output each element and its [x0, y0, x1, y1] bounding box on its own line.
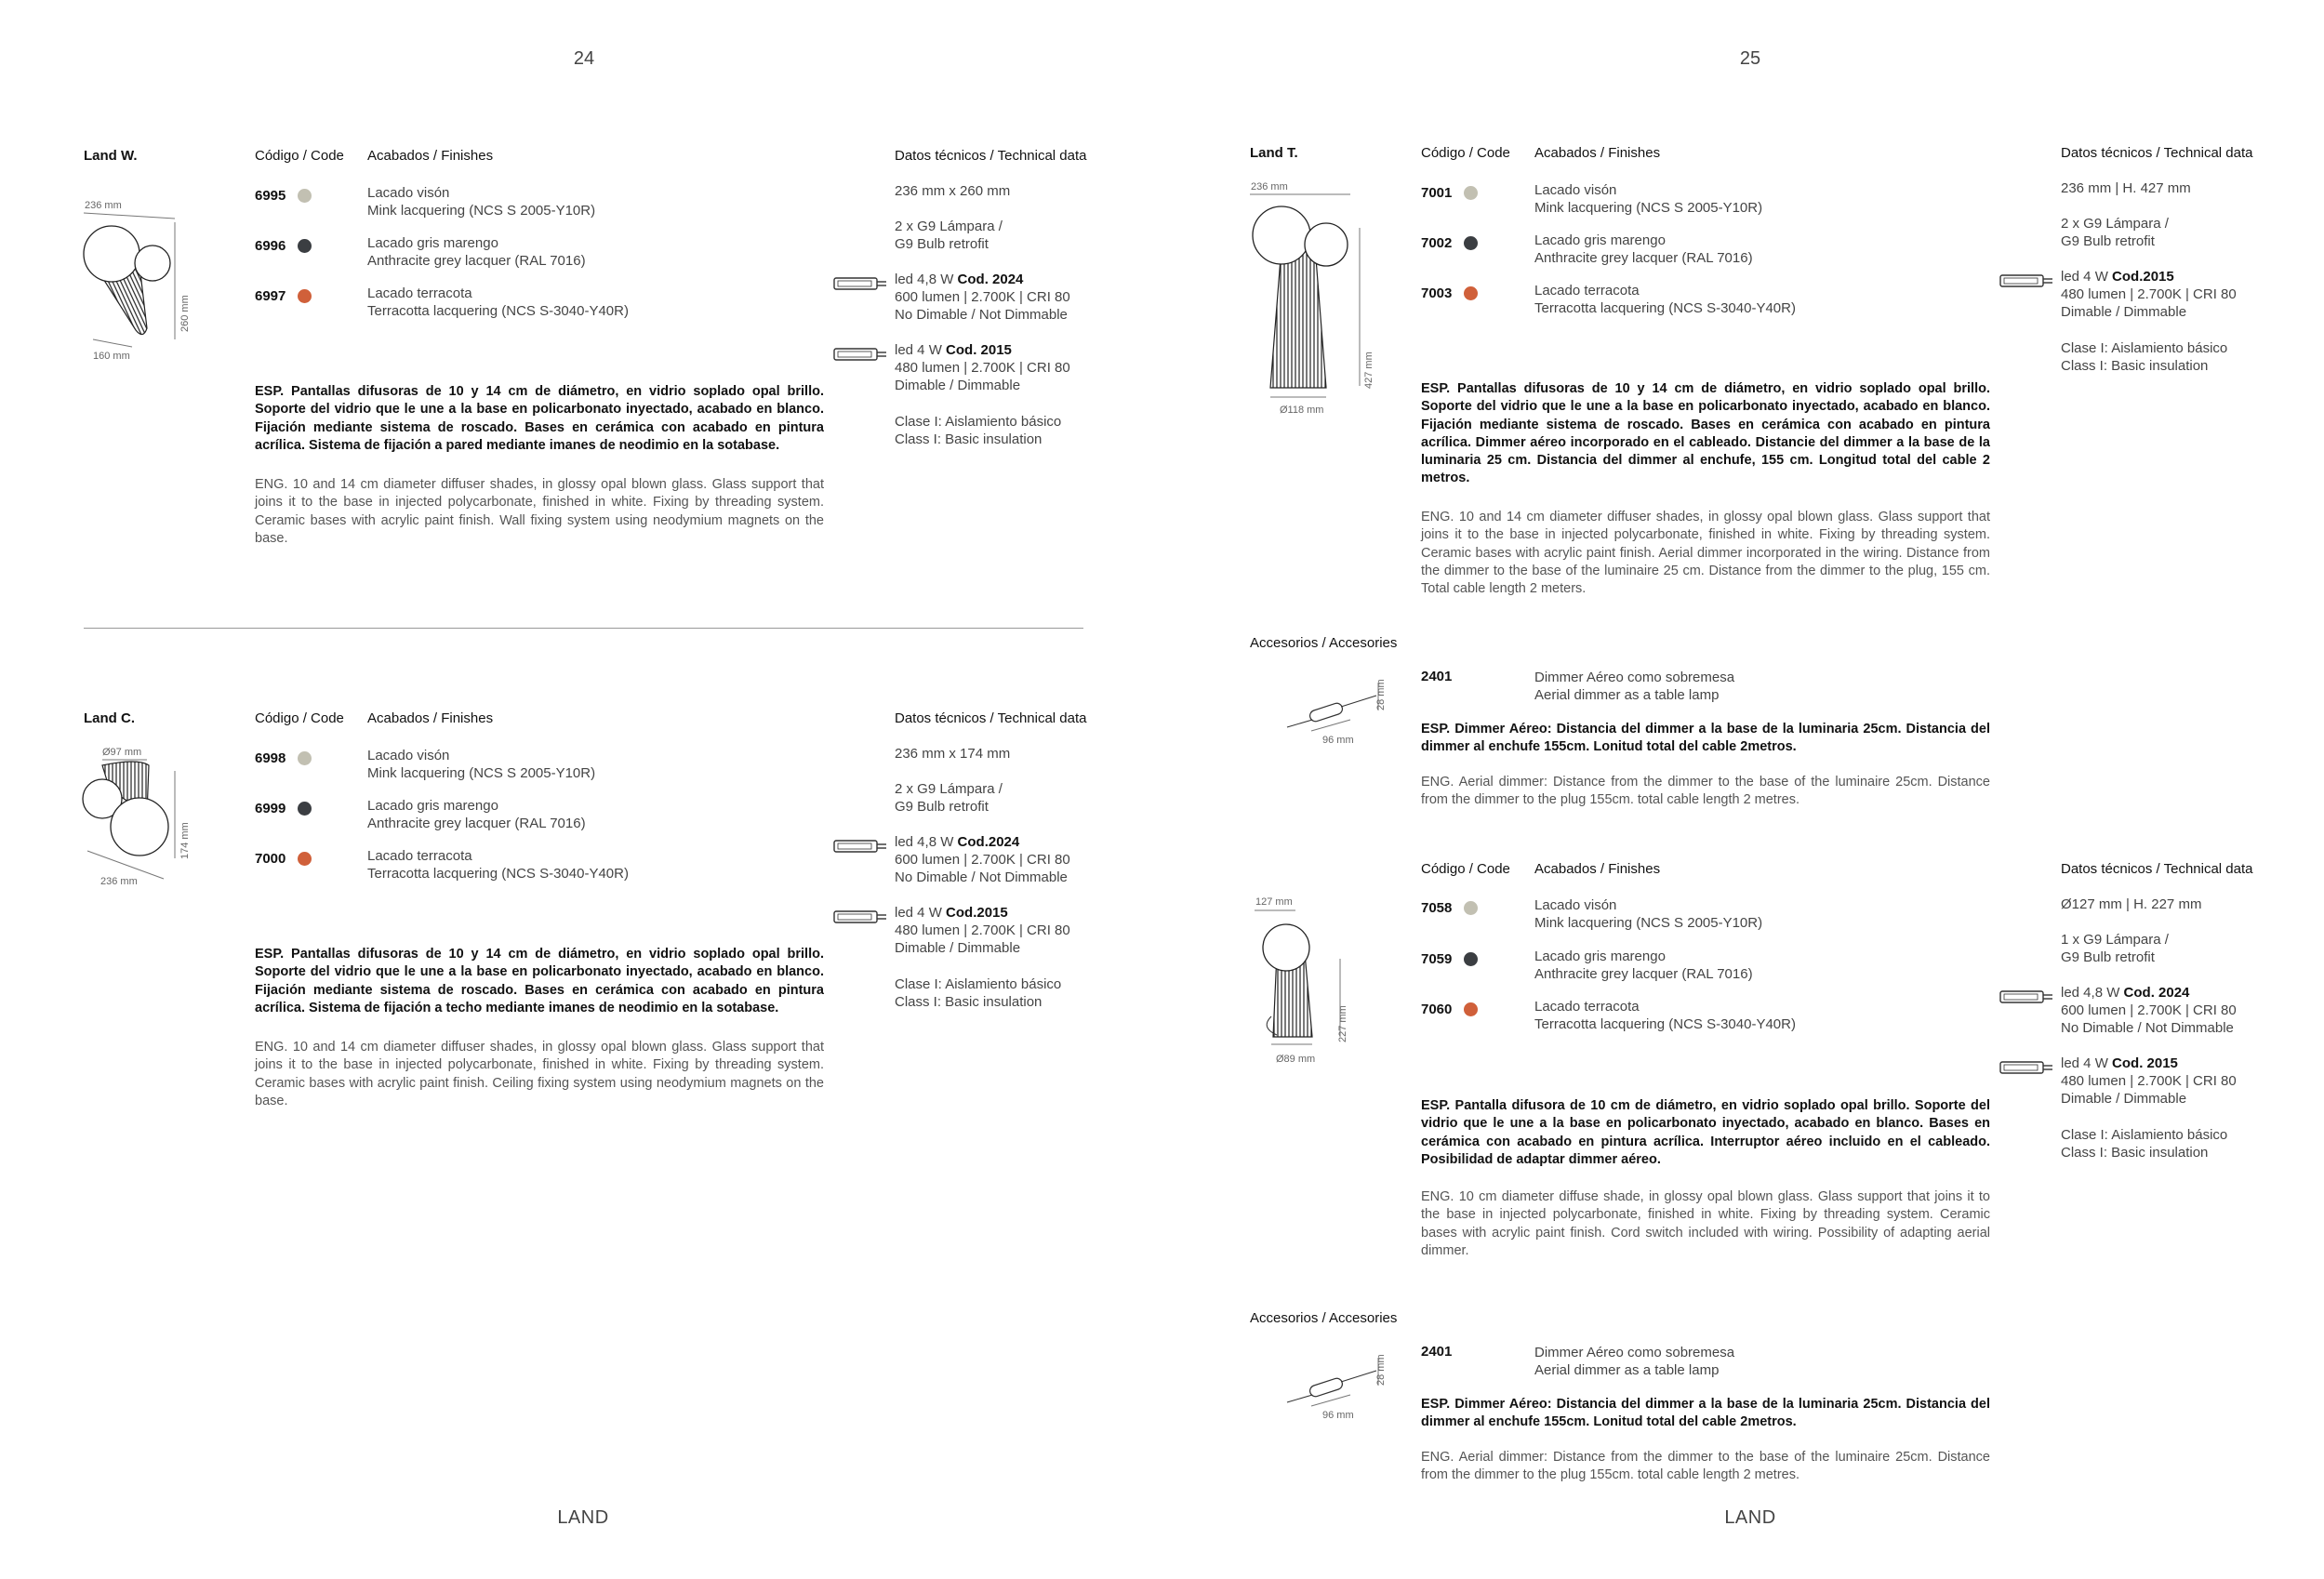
tech-lamp-line2: G9 Bulb retrofit	[2061, 949, 2155, 965]
dim-width: 96 mm	[1322, 1410, 1354, 1421]
accessory-es: Dimmer Aéreo como sobremesa	[1534, 670, 1735, 685]
dim-width: 236 mm	[100, 876, 138, 887]
dim-diameter: Ø97 mm	[102, 747, 142, 758]
tech-header: Datos técnicos / Technical data	[2061, 861, 2253, 877]
product-code: 7059	[1421, 951, 1453, 967]
finish-en: Mink lacquering (NCS S 2005-Y10R)	[1534, 200, 1763, 216]
accessory-en: Aerial dimmer as a table lamp	[1534, 687, 1720, 703]
footer-label-left: LAND	[557, 1507, 609, 1528]
class-en: Class I: Basic insulation	[2061, 358, 2209, 374]
led-code: Cod. 2024	[2123, 985, 2190, 1001]
led-lumen: 600 lumen | 2.700K | CRI 80	[895, 289, 1070, 305]
accessories-header: Accesorios / Accesories	[1250, 635, 1398, 651]
finish-es: Lacado visón	[367, 185, 450, 201]
description-eng: ENG. 10 and 14 cm diameter diffuser shades, in glossy opal blown glass. Glass support that joins it to the base in injected polycarbonate, finished in white. Fixing by threading system. Ceramic bases with acrylic paint finish. Ceiling fixing system using neodymium magnets on the base.	[255, 1040, 824, 1108]
code-header: Código / Code	[255, 710, 344, 726]
description-esp: ESP. Pantalla difusora de 10 cm de diámetro, en vidrio soplado opal brillo. Soporte del vidrio que le une a la base en policarbonato inyectado, acabado en blanco. Bases en cerámica con acabado en pintura acrílica. Interruptor aéreo incluido en el cableado. Posibilidad de adaptar dimmer aéreo.	[1421, 1098, 1990, 1167]
tech-lamp	[895, 780, 1003, 816]
led-code: Cod. 2015	[2112, 1055, 2178, 1071]
accessory-en: Aerial dimmer as a table lamp	[1534, 1362, 1720, 1378]
class-es: Clase I: Aislamiento básico	[2061, 340, 2228, 356]
accessory-description-eng: ENG. Aerial dimmer: Distance from the dimmer to the base of the luminaire 25cm. Distance from the dimmer to the plug 155cm. total cable length 2 metres.	[1421, 1450, 1990, 1483]
tech-lamp-line2: G9 Bulb retrofit	[2061, 233, 2155, 249]
product-code: 7060	[1421, 1002, 1453, 1017]
led-power: led 4,8 W	[895, 272, 958, 287]
bulb-icon	[1999, 1059, 2053, 1076]
tech-lamp-line1: 2 x G9 Lámpara /	[2061, 216, 2169, 232]
swatch-mink	[1464, 186, 1478, 200]
led-lumen: 600 lumen | 2.700K | CRI 80	[895, 852, 1070, 868]
tech-class	[895, 413, 1061, 448]
class-en: Class I: Basic insulation	[895, 431, 1042, 447]
bulb-icon	[1999, 989, 2053, 1005]
tech-lamp-line2: G9 Bulb retrofit	[895, 236, 989, 252]
tech-led-2	[895, 904, 1070, 957]
dim-width: 127 mm	[1255, 896, 1293, 908]
tech-header: Datos técnicos / Technical data	[895, 148, 1087, 164]
finish-es: Lacado gris marengo	[1534, 949, 1666, 964]
code-header: Código / Code	[1421, 861, 1510, 877]
bulb-icon	[833, 909, 887, 925]
tech-led-2	[895, 341, 1070, 394]
product-title-land-w: Land W.	[84, 148, 138, 164]
dim-height: 28 mm	[1375, 1354, 1387, 1386]
footer-label-right: LAND	[1724, 1507, 1776, 1528]
finishes-header: Acabados / Finishes	[1534, 861, 1661, 877]
finish-en: Mink lacquering (NCS S 2005-Y10R)	[367, 765, 596, 781]
tech-lamp	[895, 218, 1003, 253]
product-code: 7003	[1421, 285, 1453, 301]
class-en: Class I: Basic insulation	[2061, 1145, 2209, 1161]
class-es: Clase I: Aislamiento básico	[2061, 1127, 2228, 1143]
dim-width: 96 mm	[1322, 735, 1354, 746]
tech-size: Ø127 mm | H. 227 mm	[2061, 896, 2202, 912]
accessory-description-esp: ESP. Dimmer Aéreo: Distancia del dimmer a la base de la luminaria 25cm. Distancia del dimmer al enchufe 155cm. Lonitud total del cable 2metros.	[1421, 1397, 1990, 1430]
tech-lamp-line1: 2 x G9 Lámpara /	[895, 219, 1003, 234]
finish-es: Lacado gris marengo	[367, 798, 498, 814]
product-code: 7002	[1421, 235, 1453, 251]
tech-size: 236 mm x 174 mm	[895, 746, 1011, 762]
led-lumen: 480 lumen | 2.700K | CRI 80	[2061, 1073, 2237, 1089]
dimmer-drawing	[1285, 679, 1388, 735]
dim-depth: 160 mm	[93, 351, 130, 362]
dim-height: 28 mm	[1375, 679, 1387, 710]
product-code: 6996	[255, 238, 286, 254]
led-power: led 4 W	[2061, 269, 2113, 285]
tech-led-1	[895, 271, 1070, 324]
tech-lamp-line2: G9 Bulb retrofit	[895, 799, 989, 815]
tech-header: Datos técnicos / Technical data	[2061, 145, 2253, 161]
description-eng: ENG. 10 and 14 cm diameter diffuser shades, in glossy opal blown glass. Glass support that joins it to the base in injected polycarbonate, finished in white. Fixing by threading system. Ceramic bases with acrylic paint finish. Wall fixing system using neodymium magnets on the base.	[255, 477, 824, 546]
finish-en: Anthracite grey lacquer (RAL 7016)	[367, 253, 586, 269]
swatch-grey	[1464, 952, 1478, 966]
product-title-land-c: Land C.	[84, 710, 135, 726]
dim-height: 227 mm	[1337, 1005, 1348, 1042]
swatch-grey	[298, 239, 312, 253]
dim-diameter: Ø89 mm	[1276, 1054, 1316, 1065]
swatch-terracotta	[298, 852, 312, 866]
product-code: 7058	[1421, 900, 1453, 916]
tech-led-1	[895, 833, 1070, 886]
finish-en: Terracotta lacquering (NCS S-3040-Y40R)	[367, 866, 629, 882]
description-esp: ESP. Pantallas difusoras de 10 y 14 cm de diámetro, en vidrio soplado opal brillo. Soporte del vidrio que le une a la base en policarbonato inyectado, acabado en blanco. Fijación mediante sistema de roscado. Bases en cerámica con acabado en pintura acrílica. Sistema de fijación a techo mediante imanes de neodimio en la sotabase.	[255, 947, 824, 1015]
product-code: 7001	[1421, 185, 1453, 201]
bulb-icon	[1999, 272, 2053, 289]
finish-en: Mink lacquering (NCS S 2005-Y10R)	[1534, 915, 1763, 931]
led-lumen: 600 lumen | 2.700K | CRI 80	[2061, 1002, 2237, 1018]
finish-es: Lacado visón	[1534, 897, 1617, 913]
accessory-es: Dimmer Aéreo como sobremesa	[1534, 1345, 1735, 1360]
swatch-mink	[298, 751, 312, 765]
tech-class	[2061, 1126, 2227, 1161]
tech-lamp	[2061, 215, 2169, 250]
finish-en: Anthracite grey lacquer (RAL 7016)	[367, 816, 586, 831]
finish-es: Lacado terracota	[1534, 999, 1640, 1015]
led-dimmable: Dimable / Dimmable	[895, 940, 1021, 956]
land-w-drawing	[82, 209, 193, 358]
finish-es: Lacado visón	[367, 748, 450, 763]
finish-en: Terracotta lacquering (NCS S-3040-Y40R)	[1534, 300, 1796, 316]
led-power: led 4,8 W	[895, 834, 958, 850]
swatch-grey	[298, 802, 312, 816]
finish-es: Lacado terracota	[367, 285, 472, 301]
led-code: Cod.2024	[957, 834, 1020, 850]
bulb-icon	[833, 346, 887, 363]
finish-es: Lacado visón	[1534, 182, 1617, 198]
finish-en: Mink lacquering (NCS S 2005-Y10R)	[367, 203, 596, 219]
finishes-header: Acabados / Finishes	[1534, 145, 1661, 161]
accessory-code: 2401	[1421, 669, 1453, 684]
description-eng: ENG. 10 and 14 cm diameter diffuser shades, in glossy opal blown glass. Glass support that joins it to the base in injected polycarbonate, finished in white. Fixing by threading system. Ceramic bases with acrylic paint finish. Aerial dimmer incorporated in the wiring. Distance from the dimmer to the base of the luminaire 25 cm. Distance from the dimmer to the plug, 155 cm. Total cable length 2 meters.	[1421, 510, 1990, 597]
class-en: Class I: Basic insulation	[895, 994, 1042, 1010]
description-esp: ESP. Pantallas difusoras de 10 y 14 cm de diámetro, en vidrio soplado opal brillo. Soporte del vidrio que le une a la base en policarbonato inyectado, acabado en blanco. Fijación mediante sistema de roscado. Bases en cerámica con acabado en pintura acrílica. Sistema de fijación a pared mediante imanes de neodimio en la sotabase.	[255, 384, 824, 453]
bulb-icon	[833, 275, 887, 292]
swatch-terracotta	[1464, 286, 1478, 300]
led-dimmable: No Dimable / Not Dimmable	[895, 307, 1068, 323]
accessory-description-esp: ESP. Dimmer Aéreo: Distancia del dimmer a la base de la luminaria 25cm. Distancia del dimmer al enchufe 155cm. Lonitud total del cable 2metros.	[1421, 722, 1990, 755]
swatch-terracotta	[1464, 1002, 1478, 1016]
finish-en: Terracotta lacquering (NCS S-3040-Y40R)	[1534, 1016, 1796, 1032]
description-eng: ENG. 10 cm diameter diffuse shade, in glossy opal blown glass. Glass support that joins it to the base in injected polycarbonate, finished in white. Fixing by threading system. Ceramic bases with acrylic paint finish. Cord switch included with wiring. Possibility of adapting aerial dimmer.	[1421, 1189, 1990, 1258]
finish-en: Anthracite grey lacquer (RAL 7016)	[1534, 250, 1753, 266]
dim-height: 427 mm	[1363, 352, 1374, 389]
accessories-header: Accesorios / Accesories	[1250, 1310, 1398, 1326]
product-title-land-t: Land T.	[1250, 145, 1298, 161]
bulb-icon	[833, 838, 887, 855]
dim-height: 260 mm	[179, 295, 191, 332]
land-t-drawing	[1246, 191, 1376, 400]
led-code: Cod. 2024	[957, 272, 1024, 287]
led-dimmable: Dimable / Dimmable	[2061, 304, 2187, 320]
tech-class	[895, 975, 1061, 1011]
tech-led-1	[2061, 984, 2237, 1037]
led-lumen: 480 lumen | 2.700K | CRI 80	[2061, 286, 2237, 302]
page-number-right: 25	[1739, 48, 1761, 69]
dimmer-drawing	[1285, 1354, 1388, 1410]
tech-class	[2061, 339, 2227, 375]
tech-header: Datos técnicos / Technical data	[895, 710, 1087, 726]
finishes-header: Acabados / Finishes	[367, 710, 494, 726]
description-esp: ESP. Pantallas difusoras de 10 y 14 cm de diámetro, en vidrio soplado opal brillo. Soporte del vidrio que le une a la base en policarbonato inyectado, acabado en blanco. Fijación mediante sistema de roscado. Bases en cerámica con acabado en pintura acrílica. Dimmer aéreo incorporado en el cableado. Distancie del dimmer a la base de la luminaria 25 cm. Distancia del dimmer al enchufe, 155 cm. Longitud total del cable 2 metros.	[1421, 381, 1990, 486]
swatch-terracotta	[298, 289, 312, 303]
product-code: 6998	[255, 750, 286, 766]
led-lumen: 480 lumen | 2.700K | CRI 80	[895, 922, 1070, 938]
led-code: Cod.2015	[946, 905, 1008, 921]
finish-en: Anthracite grey lacquer (RAL 7016)	[1534, 966, 1753, 982]
led-power: led 4 W	[895, 342, 947, 358]
dim-diameter: Ø118 mm	[1280, 405, 1324, 416]
led-power: led 4 W	[2061, 1055, 2113, 1071]
tech-lamp-line1: 1 x G9 Lámpara /	[2061, 932, 2169, 948]
accessory-code: 2401	[1421, 1344, 1453, 1360]
dim-width: 236 mm	[1251, 181, 1288, 192]
code-header: Código / Code	[1421, 145, 1510, 161]
finish-en: Terracotta lacquering (NCS S-3040-Y40R)	[367, 303, 629, 319]
finish-es: Lacado terracota	[1534, 283, 1640, 299]
tech-size: 236 mm x 260 mm	[895, 183, 1011, 199]
dim-height: 174 mm	[179, 822, 191, 859]
led-lumen: 480 lumen | 2.700K | CRI 80	[895, 360, 1070, 376]
led-power: led 4 W	[895, 905, 947, 921]
led-code: Cod. 2015	[946, 342, 1012, 358]
page-number-left: 24	[573, 48, 595, 69]
product-code: 7000	[255, 851, 286, 867]
finish-es: Lacado terracota	[367, 848, 472, 864]
led-power: led 4,8 W	[2061, 985, 2124, 1001]
led-dimmable: Dimable / Dimmable	[2061, 1091, 2187, 1107]
led-dimmable: No Dimable / Not Dimmable	[895, 869, 1068, 885]
led-dimmable: Dimable / Dimmable	[895, 378, 1021, 393]
finishes-header: Acabados / Finishes	[367, 148, 494, 164]
section-divider	[84, 628, 1083, 629]
accessory-description-eng: ENG. Aerial dimmer: Distance from the dimmer to the base of the luminaire 25cm. Distance from the dimmer to the plug 155cm. total cable length 2 metres.	[1421, 775, 1990, 808]
swatch-mink	[298, 189, 312, 203]
dim-width: 236 mm	[85, 200, 122, 211]
class-es: Clase I: Aislamiento básico	[895, 976, 1062, 992]
finish-es: Lacado gris marengo	[1534, 232, 1666, 248]
code-header: Código / Code	[255, 148, 344, 164]
land-c-drawing	[82, 758, 193, 883]
tech-size: 236 mm | H. 427 mm	[2061, 180, 2191, 196]
tech-lamp	[2061, 931, 2169, 966]
product-code: 6997	[255, 288, 286, 304]
led-dimmable: No Dimable / Not Dimmable	[2061, 1020, 2234, 1036]
product-code: 6999	[255, 801, 286, 816]
swatch-grey	[1464, 236, 1478, 250]
tech-led-2	[2061, 1055, 2237, 1108]
tech-lamp-line1: 2 x G9 Lámpara /	[895, 781, 1003, 797]
led-code: Cod.2015	[2112, 269, 2174, 285]
swatch-mink	[1464, 901, 1478, 915]
tech-led-1	[2061, 268, 2237, 321]
class-es: Clase I: Aislamiento básico	[895, 414, 1062, 430]
finish-es: Lacado gris marengo	[367, 235, 498, 251]
product-code: 6995	[255, 188, 286, 204]
